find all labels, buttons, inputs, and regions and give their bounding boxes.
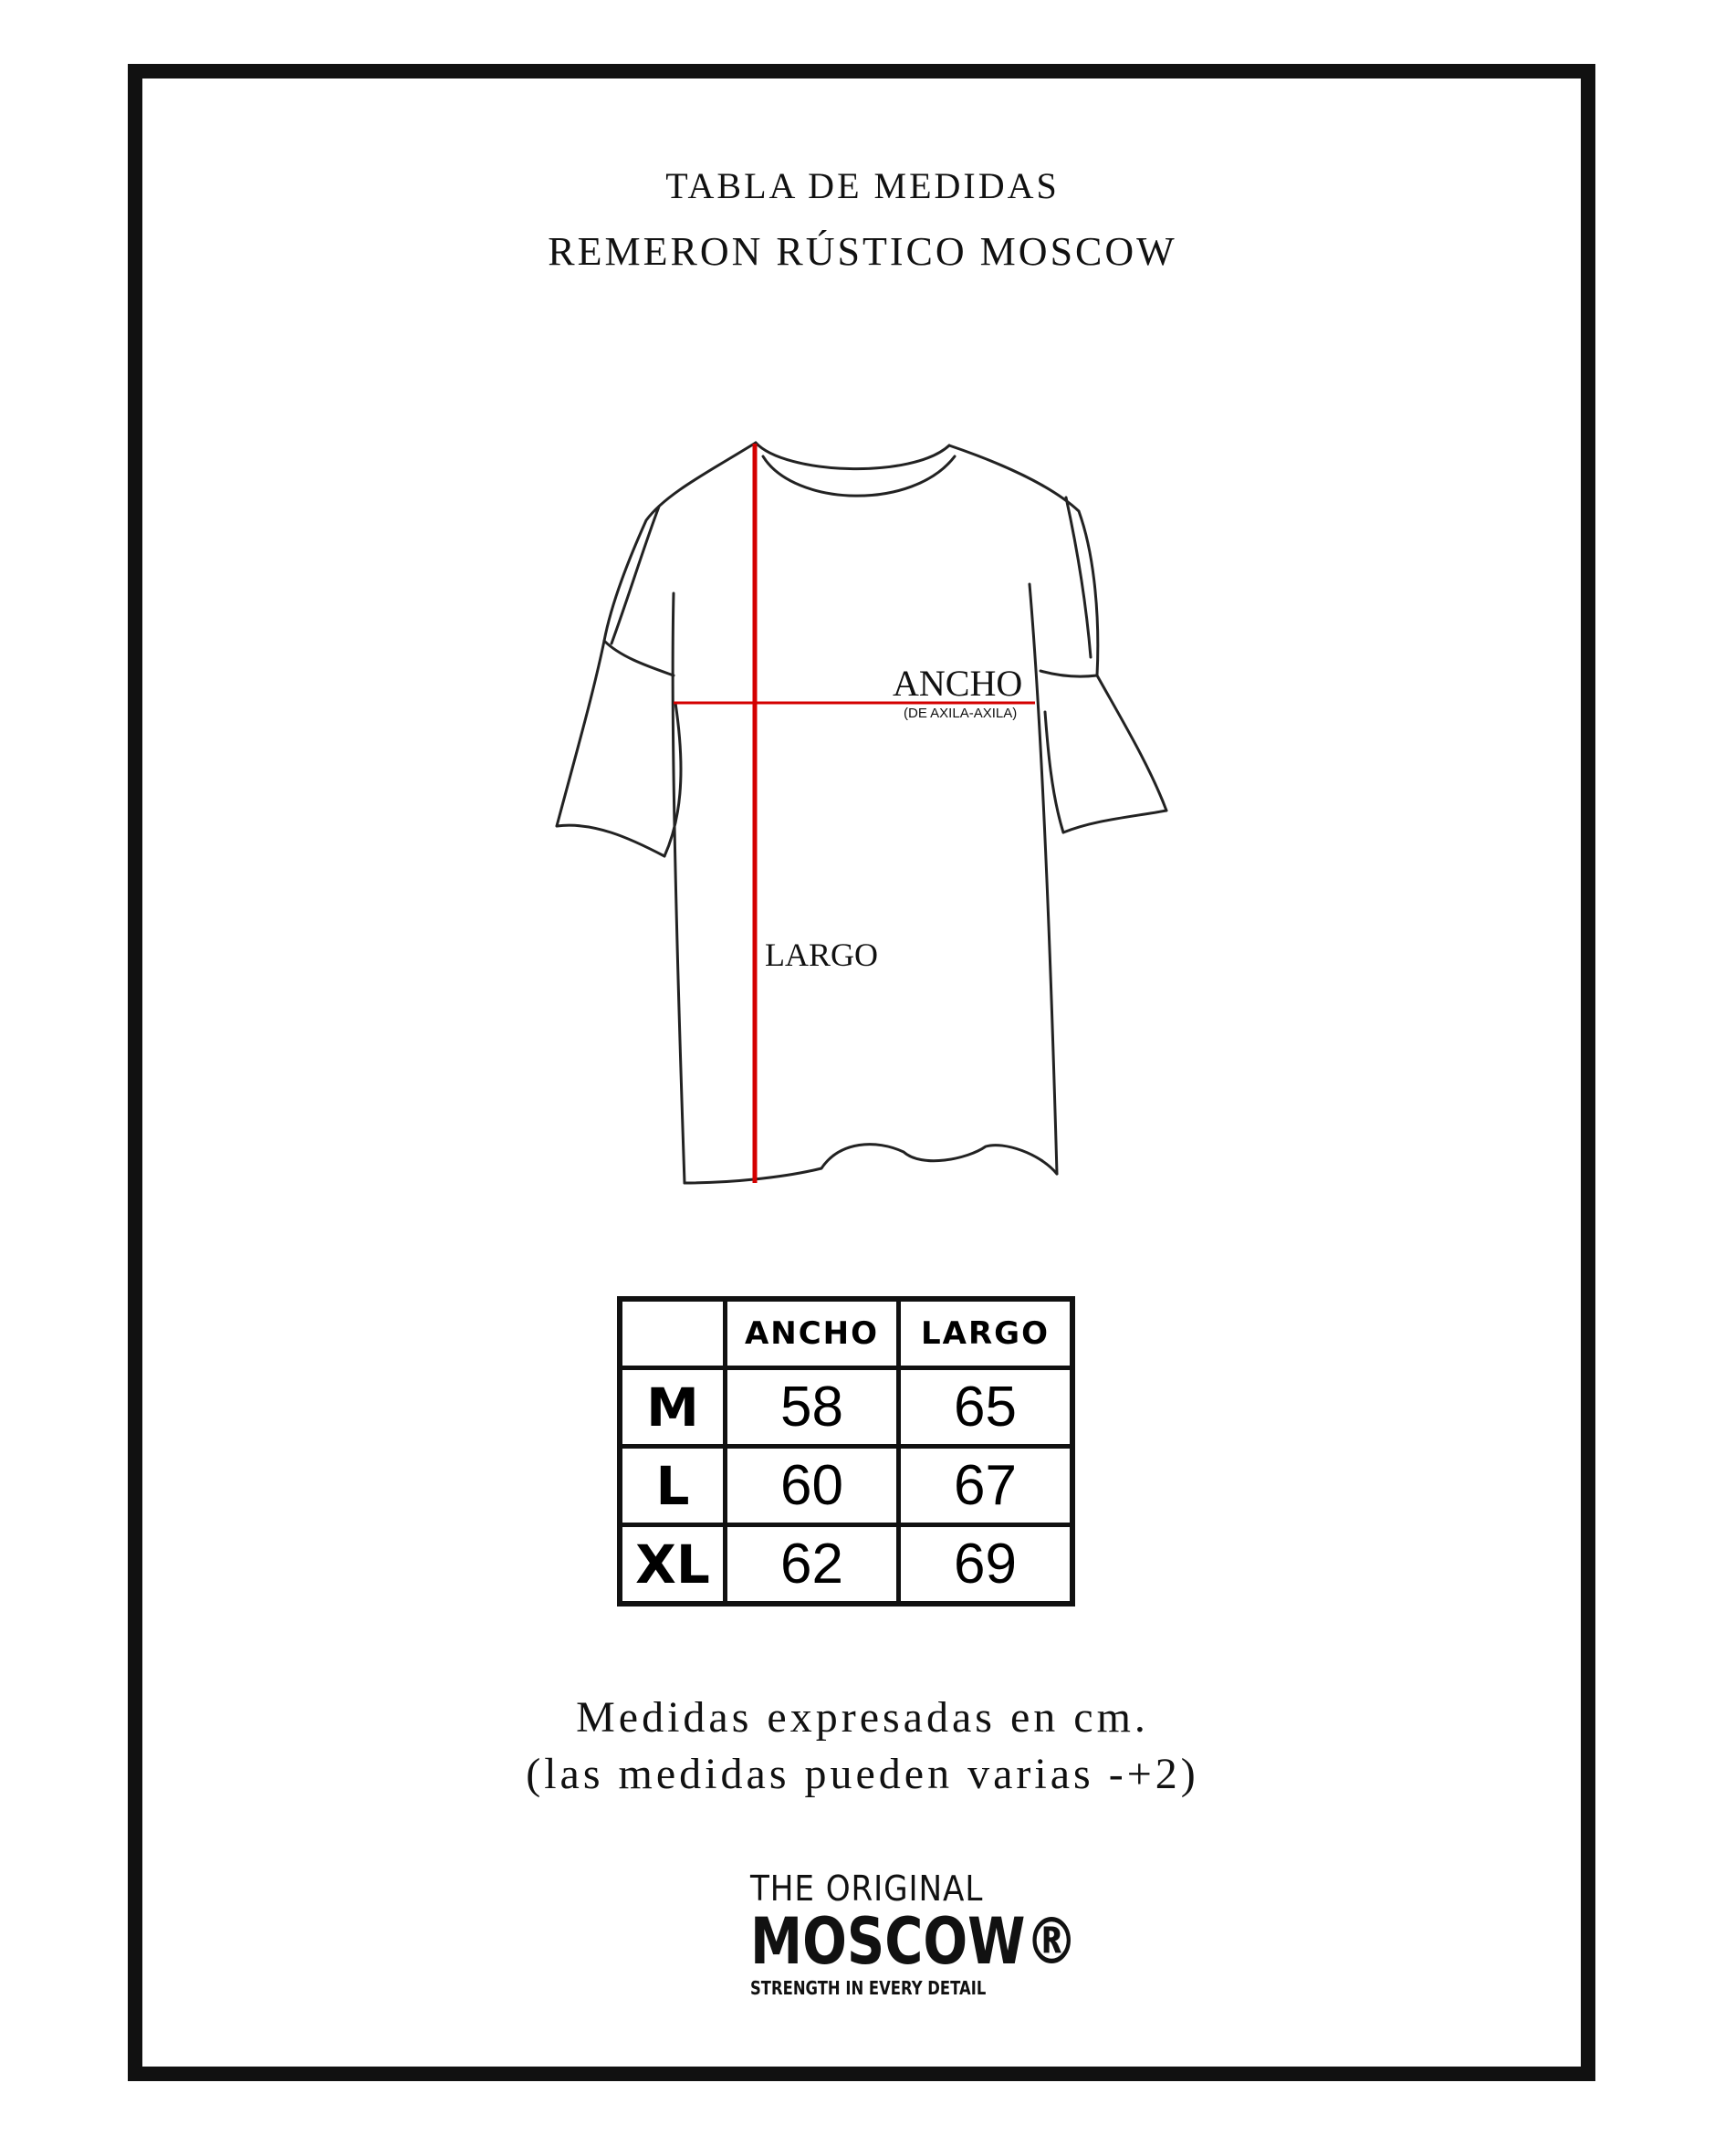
- size-cell: XL: [620, 1525, 726, 1605]
- table-row: [620, 1447, 1072, 1525]
- table-header-cell: [620, 1299, 726, 1368]
- table-header-cell: ANCHO: [726, 1299, 899, 1368]
- width-sublabel: (DE AXILA-AXILA): [904, 706, 1018, 721]
- table-row: [620, 1525, 1072, 1605]
- size-cell: M: [620, 1368, 726, 1447]
- largo-cell: 67: [899, 1447, 1073, 1525]
- size-cell: L: [620, 1447, 726, 1525]
- page-title: TABLA DE MEDIDAS: [665, 165, 1060, 206]
- units-note: Medidas expresadas en cm.: [576, 1693, 1149, 1742]
- brand-name: MOSCOW®: [750, 1904, 1078, 1979]
- ancho-cell: 60: [726, 1447, 899, 1525]
- width-label: ANCHO: [893, 663, 1023, 704]
- size-table: [617, 1296, 1075, 1607]
- ancho-cell: 58: [726, 1368, 899, 1447]
- brand-line1: THE ORIGINAL: [750, 1868, 984, 1909]
- tshirt-outline-icon: [557, 443, 1166, 1183]
- brand-tagline: STRENGTH IN EVERY DETAIL: [750, 1977, 987, 1999]
- tolerance-note: (las medidas pueden varias -+2): [526, 1750, 1199, 1798]
- product-name: REMERON RÚSTICO MOSCOW: [548, 229, 1177, 274]
- table-header-row: [620, 1299, 1072, 1368]
- brand-logo: [750, 1868, 1078, 1999]
- table-header-cell: LARGO: [899, 1299, 1073, 1368]
- length-label: LARGO: [765, 937, 878, 973]
- largo-cell: 69: [899, 1525, 1073, 1605]
- largo-cell: 65: [899, 1368, 1073, 1447]
- ancho-cell: 62: [726, 1525, 899, 1605]
- table-row: [620, 1368, 1072, 1447]
